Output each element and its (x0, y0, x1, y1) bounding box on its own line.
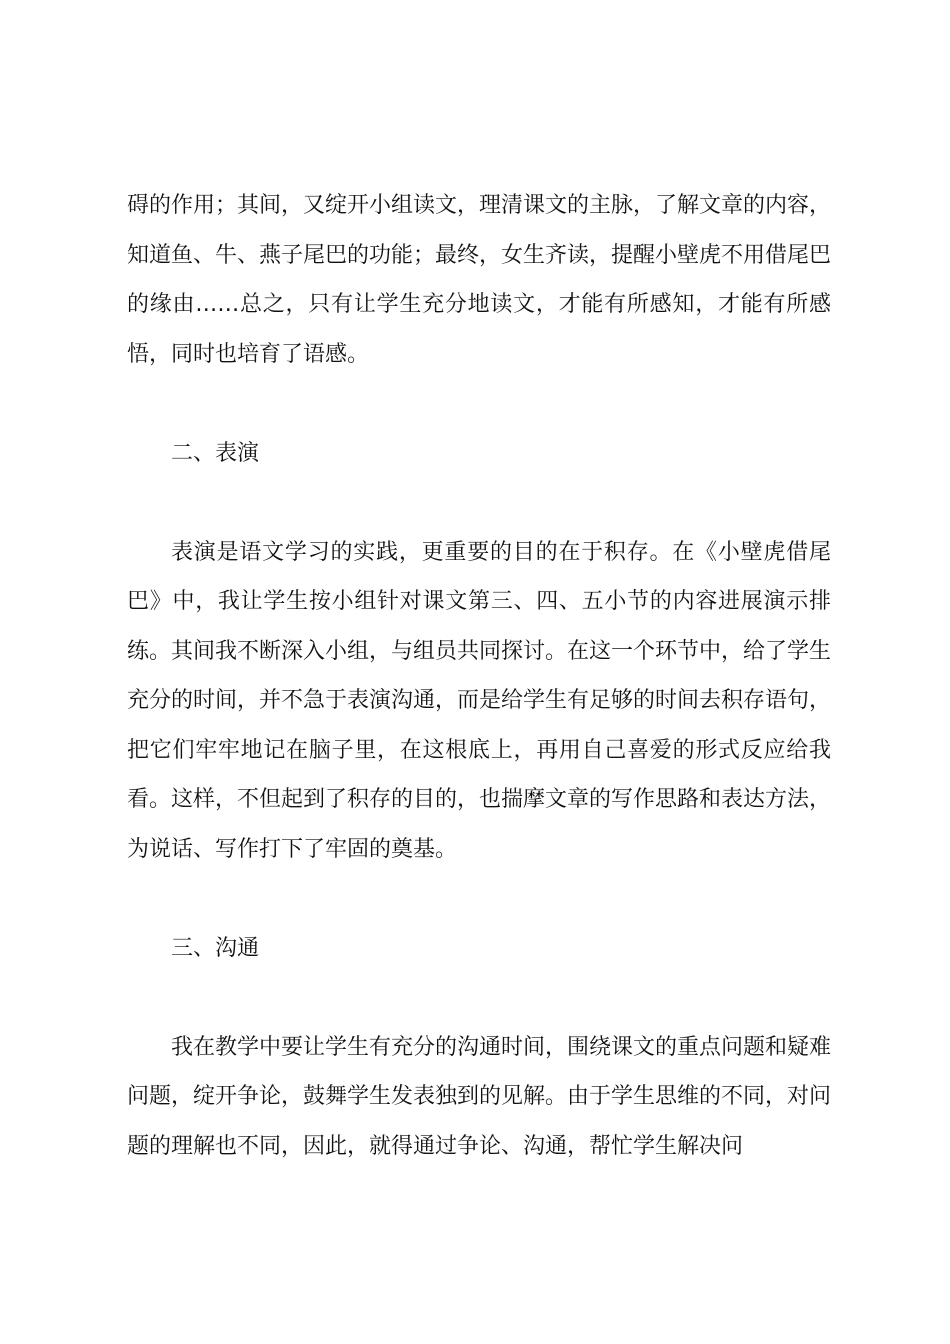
paragraph-performance: 表演是语文学习的实践，更重要的目的在于积存。在《小壁虎借尾巴》中，我让学生按小组针对课文第三、四、五小节的内容进展演示排练。其间我不断深入小组，与组员共同探讨。在这一个环节中，给了学生充分的时间，并不急于表演沟通，而是给学生有足够的时间去积存语句，把它们牢牢地记在脑子里，在这根底上，再用自己喜爱的形式反应给我看。这样，不但起到了积存的目的，也揣摩文章的写作思路和表达方法，为说话、写作打下了牢固的奠基。 (127, 539, 832, 862)
paragraph-communication: 我在教学中要让学生有充分的沟通时间，围绕课文的重点问题和疑难问题，绽开争论，鼓舞学生发表独到的见解。由于学生思维的不同，对问题的理解也不同，因此，就得通过争论、沟通，帮忙学生解决问 (127, 1034, 832, 1159)
document-body (127, 181, 831, 1171)
section-heading-performance: 二、表演 (171, 440, 260, 466)
paragraph-continued: 碍的作用；其间，又绽开小组读文，理清课文的主脉，了解文章的内容，知道鱼、牛、燕子尾巴的功能；最终，女生齐读，提醒小壁虎不用借尾巴的缘由……总之，只有让学生充分地读文，才能有所感知，才能有所感悟，同时也培育了语感。 (127, 193, 832, 367)
section-heading-communication: 三、沟通 (171, 935, 260, 961)
